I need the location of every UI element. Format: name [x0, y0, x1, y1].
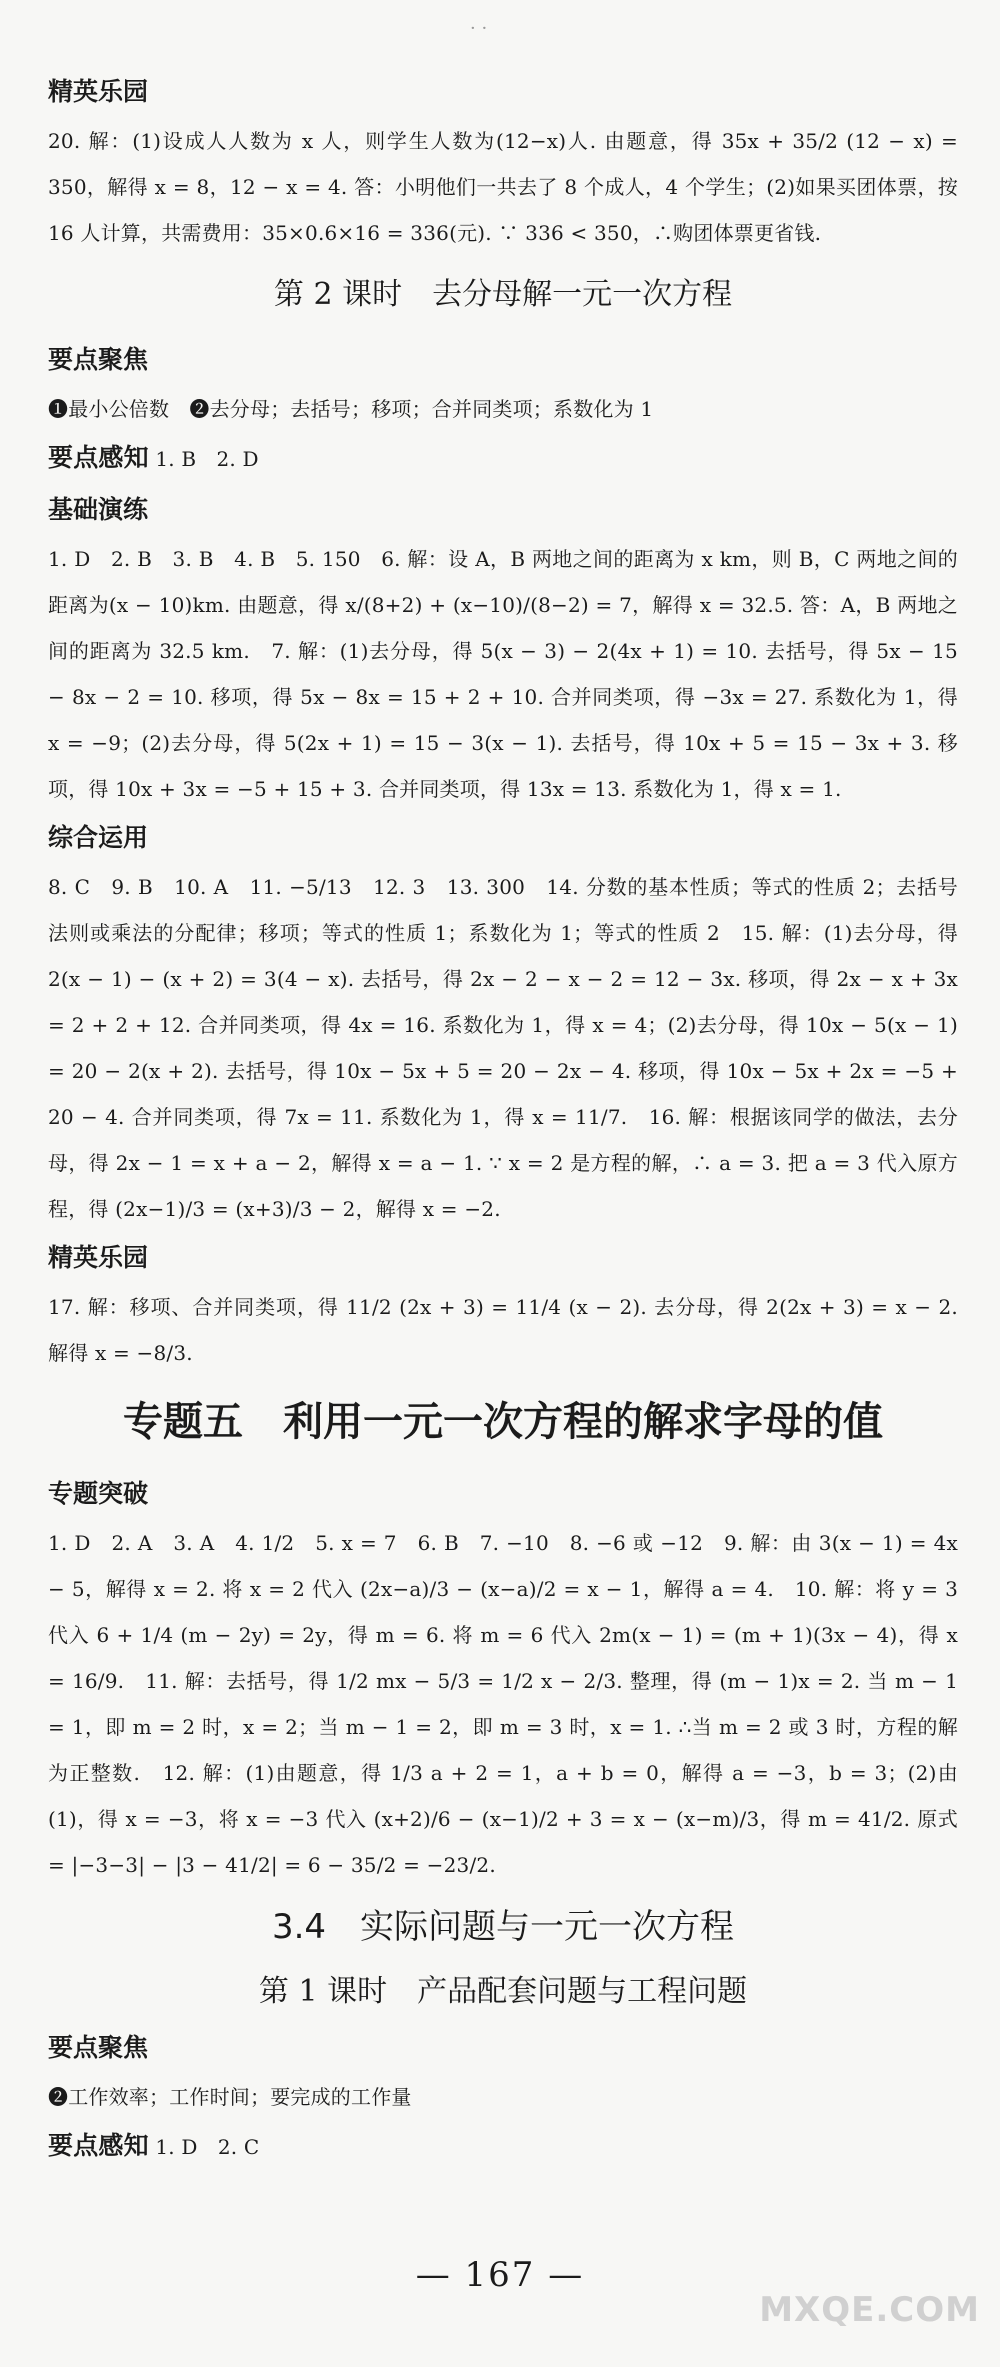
topic-title: 专题五 利用一元一次方程的解求字母的值: [123, 1399, 883, 1445]
answer-paragraph: ❷工作效率；工作时间；要完成的工作量: [48, 2085, 412, 2109]
content-column: [48, 66, 958, 2172]
section-heading: 基础演练: [48, 495, 149, 524]
section-heading: 精英乐园: [48, 77, 149, 106]
lesson-title: 第 1 课时 产品配套问题与工程问题: [258, 1974, 748, 2009]
section-heading: 要点感知: [48, 443, 149, 472]
section-heading: 要点聚焦: [48, 345, 149, 374]
answer-paragraph: 1. D 2. B 3. B 4. B 5. 150 6. 解：设 A，B 两地之间的距离为 x km，则 B，C 两地之间的距离为(x − 10)km. 由题意，得 x/(8+2) + (x−10)/(8−2) = 7，解得 x = 32.5. 答：A，B 两地之间的距离为 32.5 km. 7. 解：(1)去分母，得 5(x − 3) − 2(4x + 1) = 10. 去括号，得 5x − 15 − 8x − 2 = 10. 移项，得 5x − 8x = 15 + 2 + 10. 合并同类项，得 −3x = 27. 系数化为 1，得 x = −9；(2)去分母，得 5(2x + 1) = 15 − 3(x − 1). 去括号，得 10x + 5 = 15 − 3x + 3. 移项，得 10x + 3x = −5 + 15 + 3. 合并同类项，得 13x = 13. 系数化为 1，得 x = 1.: [48, 547, 958, 801]
answer-paragraph: 1. D 2. A 3. A 4. 1/2 5. x = 7 6. B 7. −10 8. −6 或 −12 9. 解：由 3(x − 1) = 4x − 5，解得 x = 2. 将 x = 2 代入 (2x−a)/3 − (x−a)/2 = x − 1，解得 a = 4. 10. 解：将 y = 3 代入 6 + 1/4 (m − 2y) = 2y，得 m = 6. 将 m = 6 代入 2m(x − 1) = (m + 1)(3x − 4)，得 x = 16/9. 11. 解：去括号，得 1/2 mx − 5/3 = 1/2 x − 2/3. 整理，得 (m − 1)x = 2. 当 m − 1 = 1，即 m = 2 时，x = 2；当 m − 1 = 2，即 m = 3 时，x = 1. ∴当 m = 2 或 3 时，方程的解为正整数. 12. 解：(1)由题意，得 1/3 a + 2 = 1，a + b = 0，解得 a = −3，b = 3；(2)由(1)，得 x = −3，将 x = −3 代入 (x+2)/6 − (x−1)/2 + 3 = x − (x−m)/3，得 m = 41/2. 原式 = |−3−3| − |3 − 41/2| = 6 − 35/2 = −23/2.: [48, 1531, 958, 1877]
answer-text: 1. B 2. D: [148, 447, 259, 471]
section-heading: 要点聚焦: [48, 2033, 149, 2062]
key-points-answer: [48, 432, 958, 484]
section-heading: 专题突破: [48, 1479, 149, 1508]
section-heading: 要点感知: [48, 2131, 149, 2160]
top-mark: · ·: [470, 18, 488, 39]
answer-paragraph: 8. C 9. B 10. A 11. −5/13 12. 3 13. 300 14. 分数的基本性质；等式的性质 2；去括号法则或乘法的分配律；移项；等式的性质 1；系数化为 1；等式的性质 2 15. 解：(1)去分母，得 2(x − 1) − (x + 2) = 3(4 − x). 去括号，得 2x − 2 − x − 2 = 12 − 3x. 移项，得 2x − x + 3x = 2 + 2 + 12. 合并同类项，得 4x = 16. 系数化为 1，得 x = 4；(2)去分母，得 10x − 5(x − 1) = 20 − 2(x + 2). 去括号，得 10x − 5x + 5 = 20 − 2x − 4. 移项，得 10x − 5x + 2x = −5 + 20 − 4. 合并同类项，得 7x = 11. 系数化为 1，得 x = 11/7. 16. 解：根据该同学的做法，去分母，得 2x − 1 = x + a − 2，解得 x = a − 1. ∵ x = 2 是方程的解，∴ a = 3. 把 a = 3 代入原方程，得 (2x−1)/3 = (x+3)/3 − 2，解得 x = −2.: [48, 875, 958, 1221]
answer-paragraph: 20. 解：(1)设成人人数为 x 人，则学生人数为(12−x)人. 由题意，得 35x + 35/2 (12 − x) = 350，解得 x = 8，12 − x = 4. 答：小明他们一共去了 8 个成人，4 个学生；(2)如果买团体票，按 16 人计算，共需费用：35×0.6×16 = 336(元). ∵ 336 < 350，∴购团体票更省钱.: [48, 129, 958, 245]
watermark-text: MXQE.COM: [759, 2290, 980, 2330]
answer-paragraph: ❶最小公倍数 ❷去分母；去括号；移项；合并同类项；系数化为 1: [48, 397, 654, 421]
lesson-title: 第 2 课时 去分母解一元一次方程: [273, 277, 733, 312]
page-number: — 167 —: [415, 2255, 585, 2295]
key-points-answer: [48, 2120, 958, 2172]
section-heading: 综合运用: [48, 823, 149, 852]
answer-text: 1. D 2. C: [148, 2135, 260, 2159]
section-heading: 精英乐园: [48, 1243, 149, 1272]
section-title: 3.4 实际问题与一元一次方程: [271, 1907, 735, 1947]
answer-paragraph: 17. 解：移项、合并同类项，得 11/2 (2x + 3) = 11/4 (x − 2). 去分母，得 2(2x + 3) = x − 2. 解得 x = −8/3.: [48, 1295, 958, 1365]
